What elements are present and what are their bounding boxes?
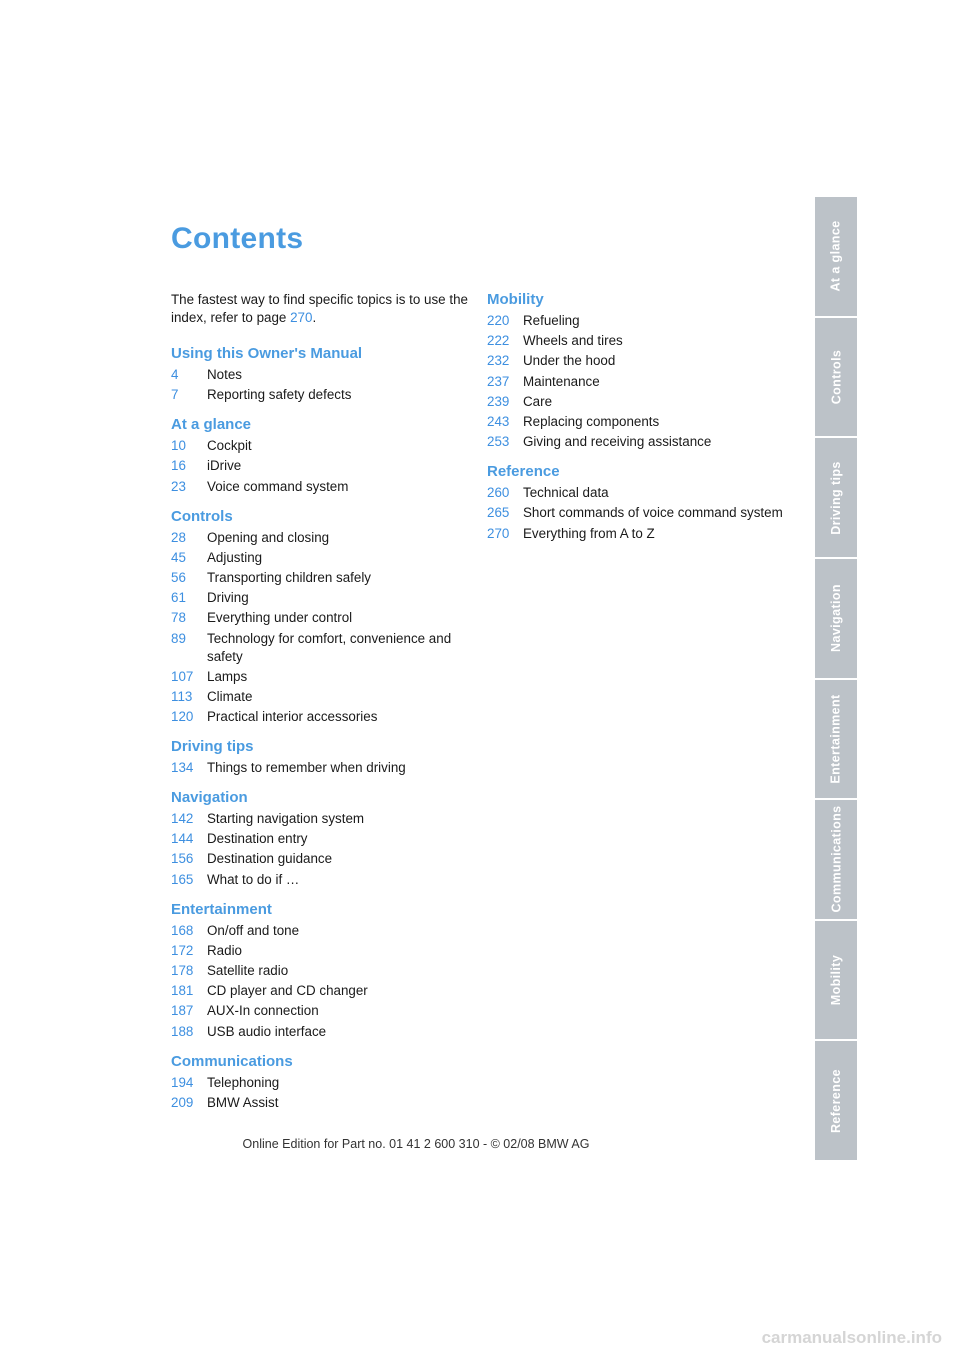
toc-entry[interactable]: [487, 393, 787, 411]
toc-entry[interactable]: [171, 759, 471, 777]
entry-title: Voice command system: [207, 478, 349, 494]
toc-entry[interactable]: [171, 386, 471, 404]
page-number-link[interactable]: 239: [487, 393, 510, 409]
page-number-link[interactable]: 253: [487, 434, 510, 450]
page-number-link[interactable]: 188: [171, 1023, 194, 1039]
toc-entry[interactable]: [171, 668, 471, 686]
entry-title: Starting navigation system: [207, 811, 365, 827]
contents-right-column: [487, 290, 787, 554]
toc-entry[interactable]: [171, 609, 471, 627]
page-number-link[interactable]: 156: [171, 851, 194, 867]
chapter-tabs: [815, 197, 857, 1160]
entry-title: Radio: [207, 942, 242, 958]
page-number-link[interactable]: 172: [171, 942, 194, 958]
entry-title: Wheels and tires: [523, 333, 623, 349]
page-number-link[interactable]: 237: [487, 373, 510, 389]
page-number-link[interactable]: 181: [171, 983, 194, 999]
toc-entry[interactable]: [171, 529, 471, 547]
page-number-link[interactable]: 232: [487, 353, 510, 369]
toc-entry[interactable]: [171, 830, 471, 848]
page-number-link[interactable]: 270: [487, 525, 510, 541]
intro-paragraph: [171, 291, 471, 327]
toc-entry[interactable]: [171, 569, 471, 587]
section-heading: Mobility: [487, 291, 544, 308]
entry-title: AUX-In connection: [207, 1003, 319, 1019]
chapter-tab[interactable]: [815, 559, 857, 680]
section-heading: Using this Owner's Manual: [171, 345, 363, 362]
entry-title: Lamps: [207, 668, 248, 684]
page-number-link[interactable]: 23: [171, 478, 186, 494]
toc-entry[interactable]: [487, 352, 787, 370]
toc-entry[interactable]: [487, 504, 787, 522]
intro-end: .: [312, 310, 317, 325]
page-number-link[interactable]: 120: [171, 709, 194, 725]
page-number-link[interactable]: 142: [171, 811, 194, 827]
entry-title: BMW Assist: [207, 1094, 279, 1110]
entry-title: USB audio interface: [207, 1023, 327, 1039]
page-number-link[interactable]: 113: [171, 688, 193, 704]
toc-entry[interactable]: [171, 457, 471, 475]
section-heading: At a glance: [171, 416, 252, 434]
toc-section: [171, 1052, 471, 1112]
index-page-link[interactable]: 270: [290, 310, 313, 325]
chapter-tab-label: Controls: [829, 349, 843, 405]
toc-entry[interactable]: [171, 708, 471, 726]
chapter-tab[interactable]: [815, 318, 857, 439]
entry-title: Driving: [207, 590, 249, 606]
toc-entry[interactable]: [171, 549, 471, 567]
contents-left-column: [171, 344, 471, 1123]
page-number-link[interactable]: 134: [171, 760, 194, 776]
chapter-tab-label: At a glance: [829, 220, 843, 292]
entry-title: CD player and CD changer: [207, 983, 368, 999]
entry-title: Everything from A to Z: [523, 525, 655, 541]
entry-title: Care: [523, 393, 553, 409]
chapter-tab-label: Communications: [829, 805, 843, 913]
toc-entry[interactable]: [487, 433, 787, 451]
section-heading: Reference: [487, 463, 560, 481]
toc-entry[interactable]: [171, 630, 471, 666]
toc-entry[interactable]: [487, 484, 787, 502]
entry-title: Adjusting: [207, 549, 263, 565]
entry-title: Maintenance: [523, 373, 600, 389]
page-number-link[interactable]: 209: [171, 1094, 194, 1110]
page-number-link[interactable]: 56: [171, 569, 186, 585]
entry-title: Things to remember when driving: [207, 760, 406, 776]
toc-entry[interactable]: [487, 373, 787, 391]
chapter-tab-label: Mobility: [829, 954, 844, 1006]
toc-entry[interactable]: [487, 525, 787, 543]
page-number-link[interactable]: 194: [171, 1074, 194, 1090]
page-number-link[interactable]: 243: [487, 413, 510, 429]
toc-entry[interactable]: [171, 478, 471, 496]
entry-title: Technology for comfort, convenience and safety: [207, 630, 452, 664]
page-number-link[interactable]: 260: [487, 485, 510, 501]
entry-title: Notes: [207, 367, 242, 382]
entry-title: Replacing components: [523, 413, 660, 429]
toc-entry[interactable]: [171, 366, 471, 384]
intro-text: The fastest way to find specific topics is to use the index, refer to page: [171, 292, 468, 325]
entry-title: iDrive: [207, 458, 242, 474]
entry-title: Technical data: [523, 485, 609, 501]
page-number-link[interactable]: 265: [487, 505, 510, 521]
chapter-tab[interactable]: [815, 921, 857, 1042]
section-heading: Controls: [171, 507, 233, 525]
toc-section: [487, 290, 787, 451]
page-number-link[interactable]: 45: [171, 549, 186, 565]
page-number-link[interactable]: 61: [171, 590, 186, 606]
page-number-link[interactable]: 178: [171, 963, 194, 978]
entry-title: Destination entry: [207, 831, 308, 847]
chapter-tab[interactable]: [815, 197, 857, 318]
chapter-tab-label: Driving tips: [829, 460, 843, 535]
entry-title: Transporting children safely: [207, 569, 371, 585]
toc-entry[interactable]: [171, 982, 471, 1000]
page-number-link[interactable]: 89: [171, 630, 186, 646]
toc-entry[interactable]: [171, 922, 471, 940]
toc-entry[interactable]: [171, 871, 471, 889]
entry-title: Climate: [207, 688, 253, 704]
footer: [0, 1137, 960, 1151]
toc-section: [171, 344, 471, 404]
page-number-link[interactable]: 107: [171, 668, 194, 684]
entry-title: Opening and closing: [207, 529, 330, 545]
entry-title: What to do if …: [207, 871, 300, 887]
page-number-link[interactable]: 144: [171, 831, 194, 847]
toc-section: [171, 900, 471, 1041]
entry-title: Satellite radio: [207, 963, 289, 978]
page-title: Contents: [171, 222, 304, 255]
page-number-link[interactable]: 222: [487, 333, 510, 349]
chapter-tab-label: Entertainment: [829, 694, 843, 784]
entry-title: Practical interior accessories: [207, 709, 378, 725]
toc-entry[interactable]: [171, 810, 471, 828]
section-heading: Communications: [171, 1052, 293, 1070]
toc-section: [171, 737, 471, 777]
entry-title: Destination guidance: [207, 851, 333, 867]
toc-entry[interactable]: [171, 962, 471, 980]
toc-entry[interactable]: [171, 1074, 471, 1092]
chapter-tab-label: Reference: [829, 1068, 843, 1133]
page-number-link[interactable]: 187: [171, 1003, 194, 1019]
section-heading: Entertainment: [171, 900, 272, 918]
toc-section: [171, 415, 471, 495]
toc-section: [171, 788, 471, 889]
chapter-tab[interactable]: [815, 438, 857, 559]
page-number-link[interactable]: 16: [171, 458, 186, 474]
toc-section: [487, 462, 787, 542]
toc-entry[interactable]: [171, 589, 471, 607]
entry-title: Giving and receiving assistance: [523, 434, 712, 450]
toc-entry[interactable]: [171, 1002, 471, 1020]
toc-entry[interactable]: [171, 1023, 471, 1041]
toc-entry[interactable]: [171, 437, 471, 455]
toc-entry[interactable]: [487, 312, 787, 330]
entry-title: Short commands of voice command system: [523, 505, 783, 521]
page-number-link[interactable]: 78: [171, 610, 186, 626]
page-number-link[interactable]: 10: [171, 438, 186, 454]
entry-title: Refueling: [523, 313, 580, 328]
chapter-tab[interactable]: [815, 680, 857, 801]
toc-entry[interactable]: [487, 413, 787, 431]
page-number-link[interactable]: 28: [171, 529, 186, 545]
section-heading: Driving tips: [171, 738, 254, 756]
footer-text: Online Edition for Part no. 01 41 2 600 310 - © 02/08 BMW AG: [242, 1137, 590, 1151]
toc-entry[interactable]: [171, 1094, 471, 1112]
toc-entry[interactable]: [171, 942, 471, 960]
entry-title: Reporting safety defects: [207, 387, 352, 403]
toc-entry[interactable]: [171, 688, 471, 706]
entry-title: Cockpit: [207, 438, 252, 454]
page-number-link[interactable]: 165: [171, 871, 194, 887]
page-number-link[interactable]: 7: [171, 387, 179, 403]
toc-section: [171, 507, 471, 727]
entry-title: Under the hood: [523, 353, 616, 369]
page-number-link[interactable]: 220: [487, 313, 510, 328]
page-number-link[interactable]: 168: [171, 922, 194, 938]
watermark: carmanualsonline.info: [761, 1328, 942, 1347]
toc-entry[interactable]: [487, 332, 787, 350]
entry-title: Telephoning: [207, 1074, 280, 1090]
chapter-tab[interactable]: [815, 800, 857, 921]
page-number-link[interactable]: 4: [171, 367, 179, 382]
toc-entry[interactable]: [171, 850, 471, 868]
chapter-tab-label: Navigation: [829, 584, 843, 653]
entry-title: Everything under control: [207, 610, 353, 626]
entry-title: On/off and tone: [207, 922, 300, 938]
section-heading: Navigation: [171, 789, 248, 807]
